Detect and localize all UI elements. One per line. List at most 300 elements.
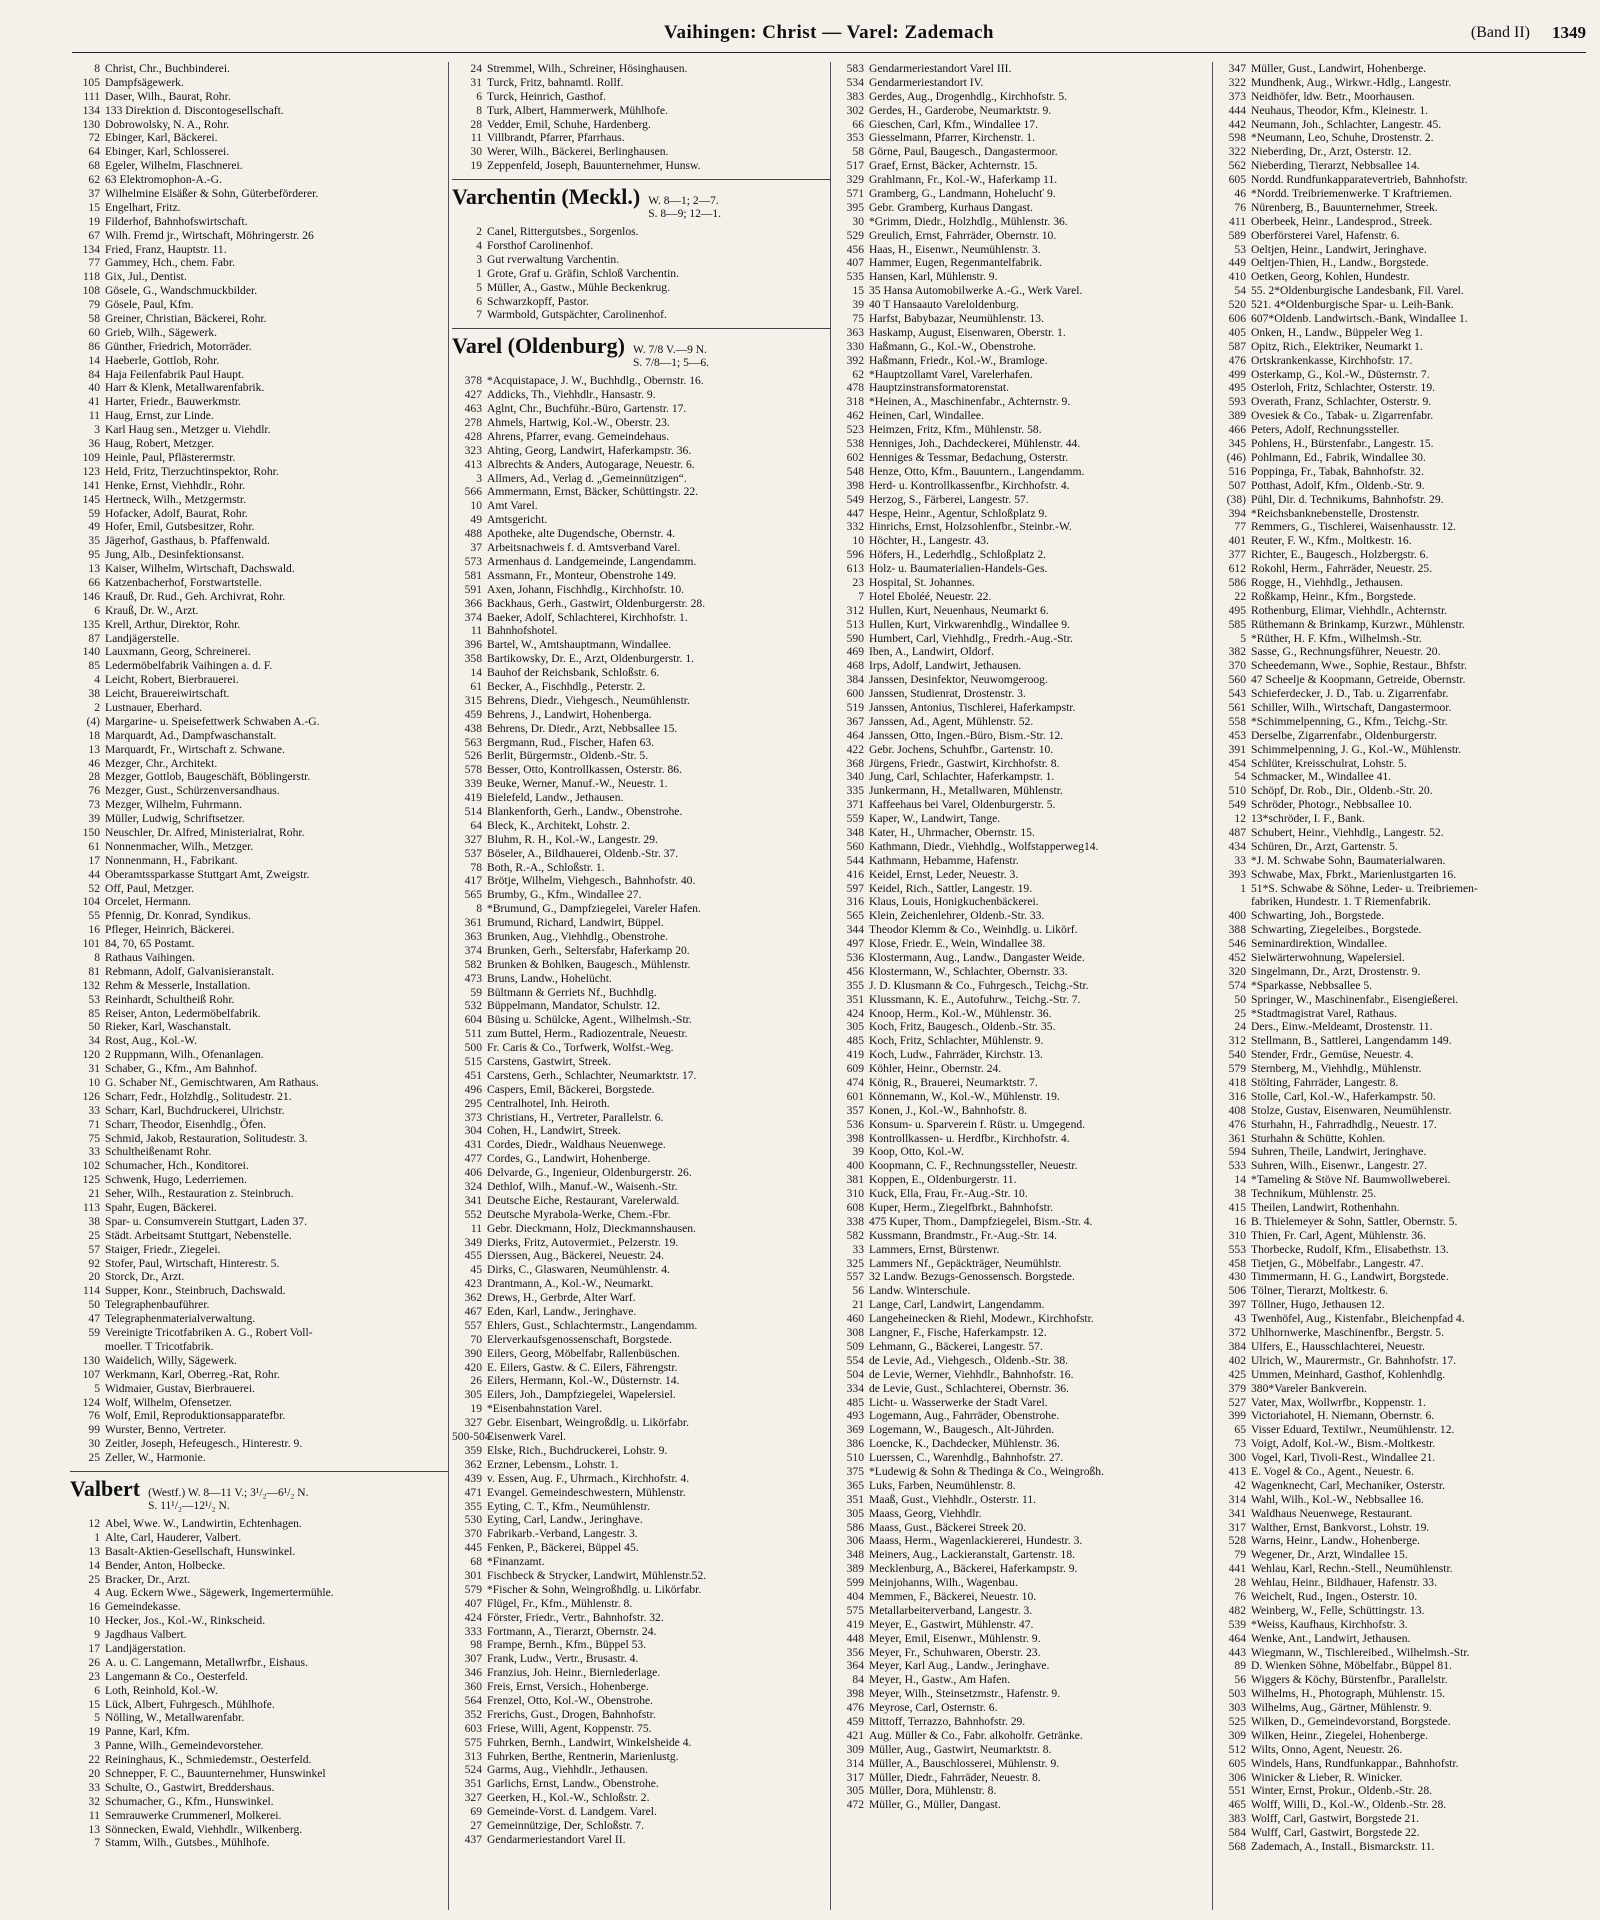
phone-number: 108 [82, 284, 100, 298]
directory-entry [834, 187, 1212, 201]
directory-entry [834, 1771, 1212, 1785]
phone-number: 30 [88, 1437, 100, 1451]
subscriber-text: Stellmann, B., Sattlerei, Langendamm 149. [1251, 1034, 1452, 1048]
subscriber-text: 51*S. Schwabe & Söhne, Leder- u. Treibriemen- [1251, 881, 1478, 895]
subscriber-text: Franzius, Joh. Heinr., Biernlederlage. [487, 1666, 661, 1680]
subscriber-text: Fortmann, A., Tierarzt, Obernstr. 24. [487, 1624, 657, 1638]
subscriber-text: Vereinigte Tricotfabriken A. G., Robert Voll- [105, 1326, 313, 1340]
directory-entry [70, 229, 448, 243]
directory-entry [70, 1062, 448, 1076]
phone-number: 50 [88, 1020, 100, 1034]
phone-number: 338 [846, 1214, 864, 1228]
subscriber-text: Weichelt, Rud., Ingen., Osterstr. 10. [1251, 1589, 1418, 1603]
phone-number: 485 [846, 1034, 864, 1048]
subscriber-text: Neuhaus, Theodor, Kfm., Kleinestr. 1. [1251, 103, 1429, 117]
phone-number: 14 [1234, 1173, 1246, 1187]
subscriber-text: Maaß, Gust., Viehhdlr., Osterstr. 11. [869, 1492, 1037, 1506]
subscriber-text: *Heinen, A., Maschinenfabr., Achternstr. 9. [869, 395, 1071, 409]
subscriber-text: Frenzel, Otto, Kol.-W., Obenstrohe. [487, 1693, 654, 1707]
directory-entry [452, 104, 830, 118]
directory-entry [1216, 1243, 1594, 1257]
phone-number: 396 [464, 638, 482, 652]
phone-number: 536 [846, 1117, 864, 1131]
phone-number: 585 [1228, 617, 1246, 631]
phone-number: 126 [82, 1089, 100, 1103]
phone-number: 341 [1228, 1506, 1246, 1520]
phone-number: 107 [82, 1367, 100, 1381]
phone-number: 26 [470, 1374, 482, 1388]
phone-number: 38 [1234, 1187, 1246, 1201]
directory-entry [1216, 256, 1594, 270]
phone-number: 564 [464, 1693, 482, 1707]
directory-columns [70, 62, 1586, 1910]
directory-entry [1216, 1534, 1594, 1548]
subscriber-text: *Tameling & Stöve Nf. Baumwollweberei. [1251, 1173, 1451, 1187]
directory-entry [70, 298, 448, 312]
subscriber-text: Derselbe, Zigarrenfabr., Oldenburgerstr. [1251, 728, 1437, 742]
directory-entry [70, 868, 448, 882]
phone-number: 374 [464, 943, 482, 957]
directory-entry [834, 1340, 1212, 1354]
phone-number: 45 [470, 1263, 482, 1277]
subscriber-text: Telegraphenbauführer. [105, 1298, 210, 1312]
directory-entry [1216, 590, 1594, 604]
subscriber-text: Görne, Paul, Baugesch., Dangastermoor. [869, 145, 1058, 159]
phone-number: 448 [846, 1631, 864, 1645]
directory-entry [452, 1083, 830, 1097]
directory-entry [70, 1423, 448, 1437]
subscriber-text: Werkmann, Karl, Oberreg.-Rat, Rohr. [105, 1367, 280, 1381]
subscriber-text: Eisenwerk Varel. [487, 1430, 566, 1444]
subscriber-text: 32 Landw. Bezugs-Genossensch. Borgstede. [869, 1270, 1075, 1284]
directory-entry [1216, 90, 1594, 104]
directory-entry [834, 590, 1212, 604]
phone-number: 604 [464, 1013, 482, 1027]
phone-number: 392 [846, 353, 864, 367]
column-3 [834, 62, 1213, 1910]
phone-number: 351 [846, 992, 864, 1006]
directory-entry [834, 1201, 1212, 1215]
subscriber-text: Frank, Ludw., Vertr., Brusastr. 4. [487, 1652, 639, 1666]
phone-number: 50 [88, 1298, 100, 1312]
directory-entry [70, 1753, 448, 1767]
phone-number: 421 [846, 1728, 864, 1742]
phone-number: 76 [1234, 1589, 1246, 1603]
volume-label: (Band II) [1470, 24, 1530, 41]
phone-number: 500 [464, 1041, 482, 1055]
directory-entry [452, 777, 830, 791]
phone-number: 8 [94, 62, 100, 75]
directory-entry [834, 201, 1212, 215]
phone-number: 28 [88, 770, 100, 784]
directory-entry [452, 1041, 830, 1055]
directory-entry [70, 465, 448, 479]
phone-number: 563 [464, 735, 482, 749]
directory-entry [1216, 1423, 1594, 1437]
subscriber-text: Kaper, W., Landwirt, Tange. [869, 812, 1001, 826]
phone-number: 590 [846, 631, 864, 645]
phone-number: 4 [94, 673, 100, 687]
directory-entry [452, 1222, 830, 1236]
subscriber-text: Timmermann, H. G., Landwirt, Borgstede. [1251, 1270, 1449, 1284]
subscriber-text: Janssen, Ad., Agent, Mühlenstr. 52. [869, 714, 1034, 728]
subscriber-text: Ammermann, Ernst, Bäcker, Schüttingstr. 22. [487, 485, 699, 499]
subscriber-text: Voigt, Adolf, Kol.-W., Bism.-Moltkestr. [1251, 1437, 1436, 1451]
directory-entry [70, 1215, 448, 1229]
phone-number: 6 [476, 89, 482, 103]
subscriber-text: Turk, Albert, Hammerwerk, Mühlhofe. [487, 103, 668, 117]
directory-entry [834, 1646, 1212, 1660]
directory-entry [70, 1809, 448, 1823]
subscriber-text: Stolze, Gustav, Eisenwaren, Neumühlenstr. [1251, 1103, 1452, 1117]
directory-entry [834, 1618, 1212, 1632]
directory-entry [834, 687, 1212, 701]
phone-number: 77 [1234, 520, 1246, 534]
phone-number: 552 [464, 1207, 482, 1221]
phone-number: 19 [88, 214, 100, 228]
directory-entry [70, 1600, 448, 1614]
subscriber-text: Caspers, Emil, Bäckerei, Borgstede. [487, 1082, 655, 1096]
subscriber-text: Maass, Gust., Bäckerei Streek 20. [869, 1520, 1027, 1534]
phone-number: 317 [1228, 1520, 1246, 1534]
directory-entry [1216, 1270, 1594, 1284]
phone-number: 562 [1228, 159, 1246, 173]
directory-entry [1216, 118, 1594, 132]
subscriber-text: Irps, Adolf, Landwirt, Jethausen. [869, 659, 1022, 673]
directory-entry [1216, 284, 1594, 298]
directory-entry [70, 1545, 448, 1559]
phone-number: 40 [88, 381, 100, 395]
subscriber-text: Geerken, H., Kol.-W., Schloßstr. 2. [487, 1791, 650, 1805]
directory-entry [70, 1684, 448, 1698]
subscriber-text: Roßkamp, Heinr., Kfm., Borgstede. [1251, 589, 1416, 603]
phone-number: 609 [846, 1062, 864, 1076]
subscriber-text: 63 Elektromophon-A.-G. [105, 173, 222, 187]
directory-entry [452, 308, 830, 322]
subscriber-text: Müller, Ludwig, Schriftsetzer. [105, 812, 245, 826]
directory-entry [1216, 1840, 1594, 1854]
directory-entry [1216, 1132, 1594, 1146]
phone-number: 526 [464, 749, 482, 763]
phone-number: 1 [1240, 881, 1246, 895]
phone-number: 344 [846, 923, 864, 937]
phone-number: 495 [1228, 381, 1246, 395]
subscriber-text: Opitz, Rich., Elektriker, Neumarkt 1. [1251, 339, 1423, 353]
subscriber-text: Janssen, Studienrat, Drostenstr. 3. [869, 687, 1026, 701]
subscriber-text: Victoriahotel, H. Niemann, Obernstr. 6. [1251, 1409, 1435, 1423]
phone-number: 36 [88, 437, 100, 451]
phone-number: 30 [470, 145, 482, 159]
directory-entry [452, 861, 830, 875]
phone-number: 6 [476, 294, 482, 308]
town-name: Valbert [70, 1475, 141, 1501]
phone-number: 58 [88, 312, 100, 326]
directory-entry [452, 1722, 830, 1736]
column-1 [70, 62, 449, 1910]
subscriber-text: Klaus, Louis, Honigkuchenbäckerei. [869, 895, 1039, 909]
subscriber-text: Nonnenmann, H., Fabrikant. [105, 853, 238, 867]
phone-number: 468 [846, 659, 864, 673]
directory-entry [70, 173, 448, 187]
phone-number: 410 [1228, 270, 1246, 284]
phone-number: 60 [88, 325, 100, 339]
phone-number: 373 [1228, 89, 1246, 103]
phone-number: 532 [464, 999, 482, 1013]
phone-number: 351 [464, 1777, 482, 1791]
phone-number: 41 [88, 395, 100, 409]
subscriber-text: Wehlau, Karl, Rechn.-Stell., Neumühlenstr. [1251, 1562, 1453, 1576]
phone-number: 309 [1228, 1728, 1246, 1742]
directory-entry [1216, 562, 1594, 576]
phone-number: 510 [1228, 784, 1246, 798]
directory-entry [1216, 465, 1594, 479]
phone-number: 4 [476, 239, 482, 253]
subscriber-text: Schmacker, M., Windallee 41. [1251, 770, 1392, 784]
subscriber-text: Armenhaus d. Landgemeinde, Langendamm. [487, 554, 697, 568]
subscriber-text: Garms, Aug., Viehhdlr., Jethausen. [487, 1763, 649, 1777]
subscriber-text: Dampfsägewerk. [105, 75, 184, 89]
directory-entry [452, 1805, 830, 1819]
subscriber-text: Reuter, F. W., Kfm., Moltkestr. 16. [1251, 534, 1412, 548]
phone-number: 334 [846, 1381, 864, 1395]
directory-entry [834, 1423, 1212, 1437]
directory-entry [1216, 145, 1594, 159]
phone-number: 132 [82, 978, 100, 992]
phone-number: 535 [846, 270, 864, 284]
phone-number: 16 [88, 1600, 100, 1614]
subscriber-text: Mecklenburg, A., Bäckerei, Haferkampstr. 9. [869, 1562, 1078, 1576]
phone-number: 34 [88, 1034, 100, 1048]
phone-number: 500-504 [452, 1430, 491, 1444]
phone-number: 79 [88, 298, 100, 312]
phone-number: 389 [846, 1562, 864, 1576]
directory-entry [70, 145, 448, 159]
phone-number: 546 [1228, 937, 1246, 951]
directory-entry [452, 1166, 830, 1180]
phone-number: 482 [1228, 1603, 1246, 1617]
subscriber-text: Neumann, Joh., Schlachter, Langestr. 45. [1251, 117, 1442, 131]
town-heading [452, 328, 830, 370]
phone-number: 534 [846, 75, 864, 89]
subscriber-text: Abel, Wwe. W., Landwirtin, Echtenhagen. [105, 1516, 302, 1530]
subscriber-text: Hofer, Emil, Gutsbesitzer, Rohr. [105, 520, 255, 534]
subscriber-text: Meyer, Emil, Eisenwr., Mühlenstr. 9. [869, 1631, 1041, 1645]
directory-entry [452, 1541, 830, 1555]
subscriber-text: Meinjohanns, Wilh., Wagenbau. [869, 1576, 1018, 1590]
directory-entry [452, 819, 830, 833]
subscriber-text: Junkermann, H., Metallwaren, Mühlenstr. [869, 784, 1063, 798]
subscriber-text: Töllner, Hugo, Jethausen 12. [1251, 1298, 1385, 1312]
subscriber-text: Hecker, Jos., Kol.-W., Rinkscheid. [105, 1614, 266, 1628]
phone-number: 382 [1228, 645, 1246, 659]
phone-number: 11 [88, 409, 100, 423]
subscriber-text: Gebr. Gramberg, Kurhaus Dangast. [869, 200, 1033, 214]
directory-entry [834, 493, 1212, 507]
subscriber-text: Logemann, Aug., Fahrräder, Obenstrohe. [869, 1409, 1060, 1423]
directory-entry [452, 62, 830, 76]
phone-number: 325 [846, 1256, 864, 1270]
directory-entry [452, 583, 830, 597]
subscriber-text: Kaiser, Wilhelm, Wirtschaft, Dachswald. [105, 562, 295, 576]
phone-number: 66 [88, 575, 100, 589]
directory-entry [452, 1750, 830, 1764]
subscriber-text: Ledermöbelfabrik Vaihingen a. d. F. [105, 659, 273, 673]
directory-entry [834, 1118, 1212, 1132]
subscriber-text: Henniges, Joh., Dachdeckerei, Mühlenstr. 44. [869, 437, 1081, 451]
phone-number: 2 [94, 700, 100, 714]
directory-entry [1216, 1729, 1594, 1743]
directory-entry [1216, 854, 1594, 868]
directory-entry [1216, 1576, 1594, 1590]
subscriber-text: Schwenk, Hugo, Lederriemen. [105, 1173, 247, 1187]
phone-number: 8 [476, 103, 482, 117]
subscriber-text: Koop, Otto, Kol.-W. [869, 1145, 964, 1159]
directory-entry [834, 882, 1212, 896]
phone-number: 460 [846, 1312, 864, 1326]
subscriber-text: Herd- u. Kontrollkassenfbr., Kirchhofstr. 4. [869, 478, 1070, 492]
directory-entry [70, 1382, 448, 1396]
subscriber-text: Greiner, Christian, Bäckerei, Rohr. [105, 312, 267, 326]
subscriber-text: Onken, H., Landw., Büppeler Weg 1. [1251, 325, 1423, 339]
phone-number: 95 [88, 548, 100, 562]
phone-number: 341 [464, 1193, 482, 1207]
directory-entry [834, 1521, 1212, 1535]
subscriber-text: Winter, Ernst, Prokur., Oldenb.-Str. 28. [1251, 1784, 1433, 1798]
directory-entry [452, 930, 830, 944]
subscriber-text: Thien, Fr. Carl, Agent, Mühlenstr. 36. [1251, 1228, 1426, 1242]
directory-entry [834, 1548, 1212, 1562]
phone-number: 447 [846, 506, 864, 520]
directory-entry [70, 743, 448, 757]
directory-entry [452, 267, 830, 281]
subscriber-text: Grahlmann, Fr., Kol.-W., Haferkamp 11. [869, 173, 1058, 187]
directory-entry [834, 1132, 1212, 1146]
subscriber-text: Pfennig, Dr. Konrad, Syndikus. [105, 909, 251, 923]
page-number: 1349 [1552, 23, 1586, 42]
directory-entry [70, 1104, 448, 1118]
directory-entry [70, 1340, 448, 1354]
subscriber-text: Mezger, Chr., Architekt. [105, 756, 218, 770]
directory-entry [834, 548, 1212, 562]
phone-number: 125 [82, 1173, 100, 1187]
phone-number: 303 [1228, 1701, 1246, 1715]
subscriber-text: Vedder, Emil, Schuhe, Hardenberg. [487, 117, 651, 131]
directory-entry [70, 381, 448, 395]
phone-number: 442 [1228, 117, 1246, 131]
directory-entry [1216, 395, 1594, 409]
directory-entry [1216, 1201, 1594, 1215]
directory-entry [70, 1173, 448, 1187]
directory-entry [452, 791, 830, 805]
directory-entry [70, 1007, 448, 1021]
directory-entry [834, 1534, 1212, 1548]
phone-number: 124 [82, 1395, 100, 1409]
phone-number: 582 [846, 1228, 864, 1242]
phone-number: 543 [1228, 687, 1246, 701]
directory-entry [1216, 340, 1594, 354]
directory-entry [452, 972, 830, 986]
phone-number: 61 [88, 839, 100, 853]
phone-number: 399 [1228, 1409, 1246, 1423]
phone-number: 98 [470, 1638, 482, 1652]
phone-number: 114 [83, 1284, 100, 1298]
directory-entry [1216, 173, 1594, 187]
phone-number: 384 [1228, 1339, 1246, 1353]
subscriber-text: Apotheke, alte Dugendsche, Obernstr. 4. [487, 527, 676, 541]
subscriber-text: Eilers, Hermann, Kol.-W., Düsternstr. 14. [487, 1374, 680, 1388]
phone-number: 57 [88, 1242, 100, 1256]
subscriber-text: Spar- u. Consumverein Stuttgart, Laden 37. [105, 1214, 307, 1228]
directory-entry [452, 239, 830, 253]
phone-number: 31 [88, 1062, 100, 1076]
phone-number: 73 [1234, 1437, 1246, 1451]
directory-entry [452, 1194, 830, 1208]
phone-number: 316 [1228, 1089, 1246, 1103]
directory-entry [70, 1132, 448, 1146]
phone-number: 554 [846, 1353, 864, 1367]
subscriber-text: Oberamtssparkasse Stuttgart Amt, Zweigstr. [105, 867, 310, 881]
subscriber-text: Besser, Otto, Kontrollkassen, Osterstr. 86. [487, 763, 682, 777]
directory-entry [70, 909, 448, 923]
directory-entry [1216, 895, 1594, 909]
directory-entry [834, 868, 1212, 882]
phone-number: 393 [1228, 867, 1246, 881]
subscriber-text: Harter, Friedr., Bauwerkmstr. [105, 395, 242, 409]
directory-entry [1216, 757, 1594, 771]
phone-number: 578 [464, 763, 482, 777]
phone-number: 445 [464, 1541, 482, 1555]
phone-number: 19 [470, 159, 482, 173]
phone-number [1216, 895, 1251, 909]
subscriber-text: Albrechts & Anders, Autogarage, Neuestr. 6. [487, 457, 695, 471]
phone-number: 7 [476, 308, 482, 322]
subscriber-text: Sturhahn, H., Fahrradhdlg., Neuestr. 17. [1251, 1117, 1437, 1131]
subscriber-text: de Levie, Gust., Schlachterei, Obernstr. 36. [869, 1381, 1069, 1395]
phone-number: 318 [846, 395, 864, 409]
subscriber-text: Haskamp, August, Eisenwaren, Oberstr. 1. [869, 325, 1066, 339]
subscriber-text: Remmers, G., Tischlerei, Waisenhausstr. 12. [1251, 520, 1456, 534]
town-name: Varchentin (Meckl.) [452, 184, 641, 210]
phone-number: 574 [1228, 978, 1246, 992]
subscriber-text: Müller, Aug., Gastwirt, Neumarktstr. 8. [869, 1742, 1052, 1756]
directory-entry [834, 576, 1212, 590]
subscriber-text: Jagdhaus Valbert. [105, 1628, 187, 1642]
subscriber-text: Ahrens, Pfarrer, evang. Gemeindehaus. [487, 429, 670, 443]
directory-entry [1216, 381, 1594, 395]
directory-entry [70, 437, 448, 451]
phone-number: 361 [464, 916, 482, 930]
directory-entry [834, 1757, 1212, 1771]
subscriber-text: Bergmann, Rud., Fischer, Hafen 63. [487, 735, 655, 749]
phone-number: 506 [1228, 1284, 1246, 1298]
phone-number: 66 [852, 117, 864, 131]
subscriber-text: Kathmann, Diedr., Viehhdlg., Wolfstapperweg14. [869, 839, 1099, 853]
directory-entry [70, 1559, 448, 1573]
subscriber-text: Schulte, O., Gastwirt, Breddershaus. [105, 1780, 275, 1794]
directory-entry [70, 548, 448, 562]
directory-entry [834, 1062, 1212, 1076]
phone-number: 316 [846, 895, 864, 909]
directory-entry [452, 847, 830, 861]
phone-number: 378 [464, 374, 482, 388]
directory-entry [834, 784, 1212, 798]
phone-number: 372 [1228, 1326, 1246, 1340]
phone-number: 561 [1228, 700, 1246, 714]
phone-number: 589 [1228, 228, 1246, 242]
directory-entry [452, 281, 830, 295]
phone-number: 312 [1228, 1034, 1246, 1048]
phone-number: 101 [82, 937, 100, 951]
